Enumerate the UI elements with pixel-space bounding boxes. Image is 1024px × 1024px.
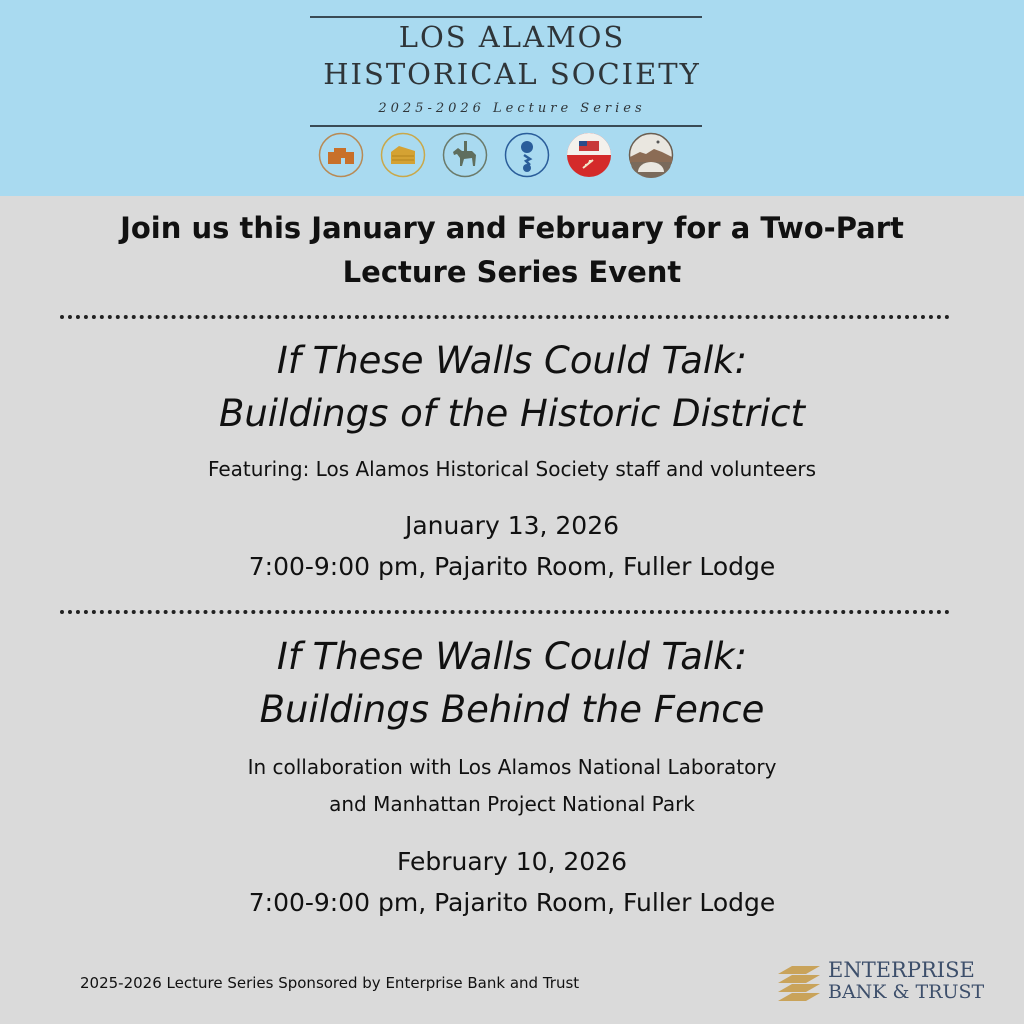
- top-rule: [310, 16, 702, 18]
- dotted-divider: [60, 315, 950, 319]
- dotted-divider: [60, 610, 950, 614]
- logo-line2: BANK & TRUST: [828, 981, 985, 1003]
- adobe-building-icon: [318, 132, 364, 178]
- event-2-collab-line2: and Manhattan Project National Park: [329, 792, 695, 816]
- atom-badge-icon: [504, 132, 550, 178]
- event-2-time-place: 7:00-9:00 pm, Pajarito Room, Fuller Lodge: [248, 888, 776, 917]
- event-2-title-line1: If These Walls Could Talk:: [276, 635, 748, 678]
- org-name-line1: LOS ALAMOS: [398, 20, 626, 54]
- header-band: [0, 0, 1024, 196]
- icon-row: [318, 132, 674, 178]
- intro-heading: [0, 206, 1024, 294]
- horse-rider-icon: [442, 132, 488, 178]
- event-2-collab-line1: In collaboration with Los Alamos National Laboratory: [247, 755, 777, 779]
- enterprise-stripes-icon: [778, 964, 824, 1002]
- logo-line1: ENTERPRISE: [828, 958, 975, 982]
- bottom-rule: [310, 125, 702, 127]
- event-2-date: February 10, 2026: [396, 847, 628, 876]
- series-subtitle: 2025-2026 Lecture Series: [378, 101, 646, 116]
- org-name-line2: HISTORICAL SOCIETY: [323, 57, 701, 91]
- event-1-date: January 13, 2026: [404, 511, 620, 540]
- log-cabin-icon: [380, 132, 426, 178]
- event-1-title-line1: If These Walls Could Talk:: [276, 339, 748, 382]
- enterprise-bank-logo: [778, 958, 988, 1008]
- sponsor-text: 2025-2026 Lecture Series Sponsored by Enterprise Bank and Trust: [80, 974, 580, 992]
- intro-line2: Lecture Series Event: [342, 255, 682, 289]
- event-1-featuring: Featuring: Los Alamos Historical Society staff and volunteers: [207, 457, 817, 481]
- event-1-title-line2: Buildings of the Historic District: [218, 392, 806, 435]
- event-2-title-line2: Buildings Behind the Fence: [259, 688, 765, 731]
- intro-line1: Join us this January and February for a Two-Part: [120, 211, 904, 245]
- flag-hammer-sickle-icon: [566, 132, 612, 178]
- event-1-time-place: 7:00-9:00 pm, Pajarito Room, Fuller Lodge: [248, 552, 776, 581]
- bridge-mesa-icon: [628, 132, 674, 178]
